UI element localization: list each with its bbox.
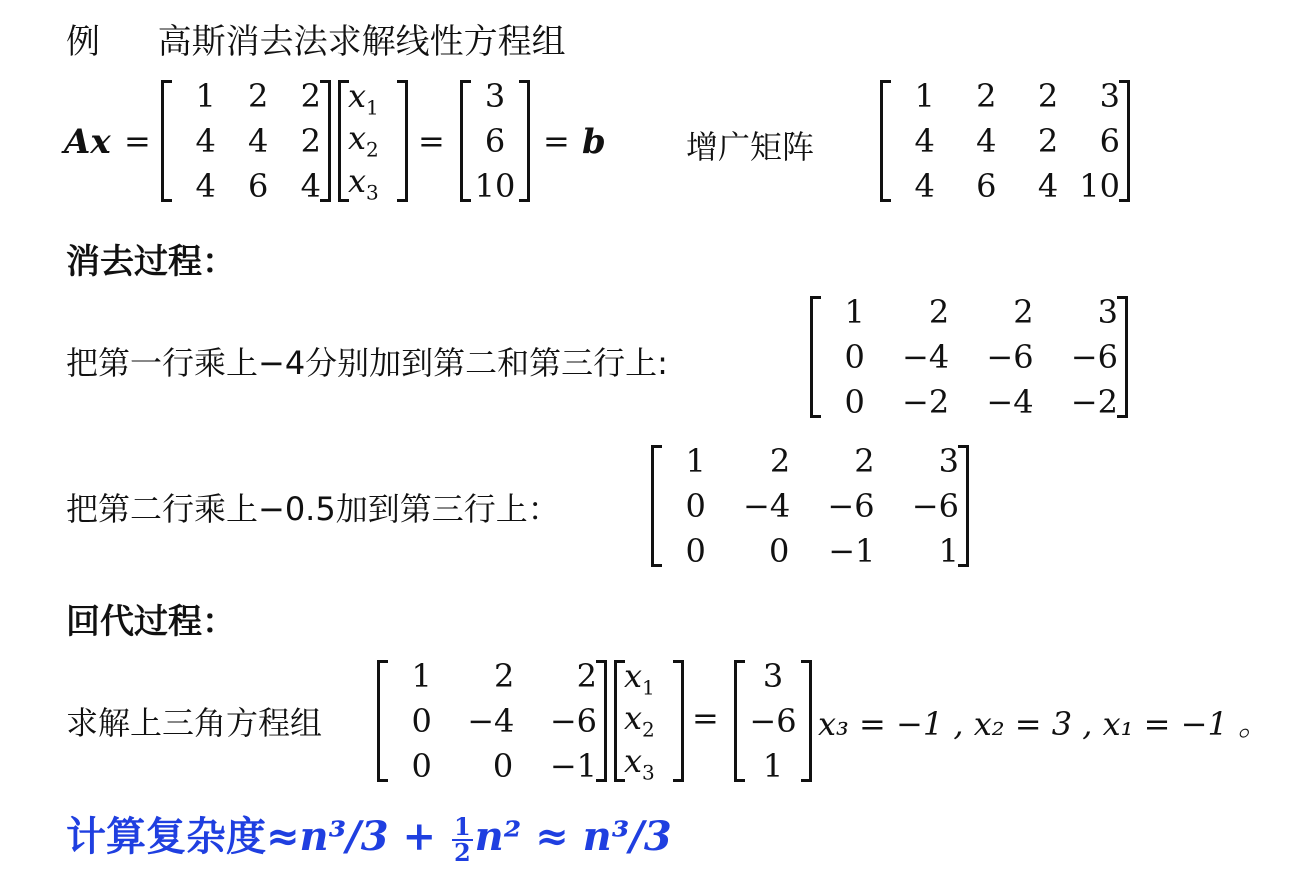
matrix-row: [820, 293, 1118, 331]
matrix-cell: 10: [1079, 167, 1120, 205]
matrix-cell: 0: [844, 383, 865, 421]
augmented-label: 增广矩阵: [686, 128, 815, 166]
matrix-cell: 4: [914, 167, 935, 205]
matrix-cell: 1: [938, 532, 959, 570]
matrix-row: [624, 699, 674, 742]
matrix-row: [171, 122, 321, 160]
rhs-vector: [734, 657, 812, 785]
matrix-cell: 0: [411, 702, 432, 740]
matrix-cell: 4: [914, 122, 935, 160]
matrix-row: [171, 77, 321, 115]
vector-b-name: b: [582, 122, 606, 162]
matrix-cell: 2: [1037, 77, 1059, 115]
matrix-cell: 2: [854, 442, 875, 480]
matrix-cell: 2: [300, 77, 321, 115]
matrix-cell: 3: [484, 77, 506, 115]
matrix-cell: 1: [195, 77, 216, 115]
equals-sign: =: [543, 122, 570, 160]
matrix-cell: $x_1$: [348, 77, 379, 120]
matrix-row: [171, 167, 321, 205]
matrix-cell: 2: [769, 442, 791, 480]
matrix-cell: 3: [1099, 77, 1120, 115]
matrix-cell: −1: [549, 747, 597, 785]
vector-x: [338, 77, 408, 204]
matrix-cell: −6: [549, 702, 597, 740]
step1-text: 把第一行乘上−4分别加到第二和第三行上:: [66, 344, 668, 382]
matrix-cell: −6: [986, 338, 1034, 376]
step1-matrix: [810, 293, 1128, 421]
matrix-cell: −2: [902, 383, 950, 421]
matrix-cell: 2: [976, 77, 997, 115]
matrix-cell: −4: [467, 702, 515, 740]
matrix-cell: $x_3$: [624, 741, 655, 784]
matrix-cell: 0: [844, 338, 865, 376]
matrix-cell: 4: [976, 122, 997, 160]
matrix-cell: 3: [938, 442, 959, 480]
matrix-a: [161, 77, 331, 205]
matrix-row: [470, 77, 520, 115]
matrix-cell: 6: [248, 167, 269, 205]
fraction-denominator: 2: [453, 838, 471, 867]
back-substitution-text: 求解上三角方程组: [66, 704, 323, 742]
matrix-row: [744, 657, 802, 695]
matrix-cell: −6: [749, 702, 797, 740]
matrix-cell: $x_2$: [624, 699, 655, 742]
matrix-cell: 4: [195, 167, 216, 205]
matrix-cell: 1: [762, 747, 784, 785]
equals-sign: =: [418, 122, 445, 160]
matrix-cell: 0: [685, 532, 706, 570]
matrix-cell: −6: [911, 487, 959, 525]
matrix-cell: 2: [1037, 122, 1059, 160]
upper-triangular-matrix: [377, 657, 607, 785]
matrix-row: [890, 167, 1120, 205]
matrix-row: [387, 657, 597, 695]
back-substitution-heading: 回代过程：: [66, 602, 236, 642]
matrix-row: [624, 741, 674, 784]
matrix-row: [348, 77, 398, 120]
matrix-cell: 4: [195, 122, 216, 160]
matrix-row: [744, 747, 802, 785]
matrix-cell: 0: [685, 487, 706, 525]
step2-text: 把第二行乘上−0.5加到第三行上：: [66, 490, 560, 528]
matrix-row: [744, 702, 802, 740]
solution-values: x₃ = −1 , x₂ = 3 , x₁ = −1 。: [818, 705, 1271, 743]
matrix-row: [348, 119, 398, 162]
matrix-cell: $x_3$: [348, 161, 379, 204]
matrix-row: [820, 338, 1118, 376]
matrix-cell: 1: [411, 657, 432, 695]
matrix-row: [348, 161, 398, 204]
matrix-cell: −1: [828, 532, 876, 570]
matrix-cell: 1: [685, 442, 706, 480]
elimination-heading: 消去过程：: [66, 242, 236, 282]
matrix-cell: 2: [1013, 293, 1034, 331]
vector-b-values: [460, 77, 530, 205]
matrix-cell: −4: [986, 383, 1034, 421]
fraction-half: [452, 812, 473, 867]
title-text: 高斯消去法求解线性方程组: [157, 22, 566, 62]
matrix-row: [820, 383, 1118, 421]
matrix-row: [890, 77, 1120, 115]
matrix-row: [387, 747, 597, 785]
matrix-cell: 4: [248, 122, 269, 160]
page-title: [66, 14, 566, 63]
matrix-cell: 2: [300, 122, 321, 160]
matrix-row: [624, 657, 674, 700]
matrix-cell: 0: [492, 747, 514, 785]
matrix-cell: −2: [1070, 383, 1118, 421]
matrix-cell: 4: [300, 167, 321, 205]
matrix-cell: 6: [976, 167, 997, 205]
matrix-row: [661, 442, 959, 480]
step2-matrix: [651, 442, 969, 570]
matrix-cell: −4: [743, 487, 791, 525]
augmented-matrix: [880, 77, 1130, 205]
matrix-cell: 2: [248, 77, 269, 115]
matrix-cell: 2: [494, 657, 515, 695]
matrix-row: [661, 487, 959, 525]
lhs-ax: Ax: [64, 122, 111, 162]
matrix-row: [661, 532, 959, 570]
matrix-cell: 3: [1097, 293, 1118, 331]
matrix-cell: 1: [914, 77, 935, 115]
complexity-line: [66, 805, 672, 865]
example-label: 例: [66, 22, 100, 62]
vector-x: [614, 657, 684, 784]
matrix-row: [470, 122, 520, 160]
matrix-cell: $x_2$: [348, 119, 379, 162]
complexity-formula-b: n² ≈ n³/3: [474, 813, 672, 860]
complexity-formula-a: n³/3 +: [299, 813, 450, 860]
matrix-cell: $x_1$: [624, 657, 655, 700]
matrix-cell: −4: [902, 338, 950, 376]
matrix-cell: 6: [1099, 122, 1120, 160]
matrix-cell: 1: [844, 293, 865, 331]
equals-sign: =: [692, 699, 719, 737]
matrix-cell: 6: [484, 122, 506, 160]
matrix-cell: 2: [928, 293, 950, 331]
matrix-cell: 3: [762, 657, 784, 695]
matrix-cell: 2: [576, 657, 597, 695]
matrix-cell: 0: [411, 747, 432, 785]
matrix-row: [470, 167, 520, 205]
matrix-cell: −6: [827, 487, 875, 525]
complexity-label: 计算复杂度≈: [66, 814, 300, 860]
matrix-cell: 0: [769, 532, 790, 570]
matrix-row: [387, 702, 597, 740]
fraction-numerator: 1: [453, 812, 471, 841]
matrix-cell: −6: [1070, 338, 1118, 376]
equals-sign: =: [124, 122, 151, 160]
matrix-row: [890, 122, 1120, 160]
matrix-cell: 10: [474, 167, 516, 205]
matrix-cell: 4: [1037, 167, 1059, 205]
